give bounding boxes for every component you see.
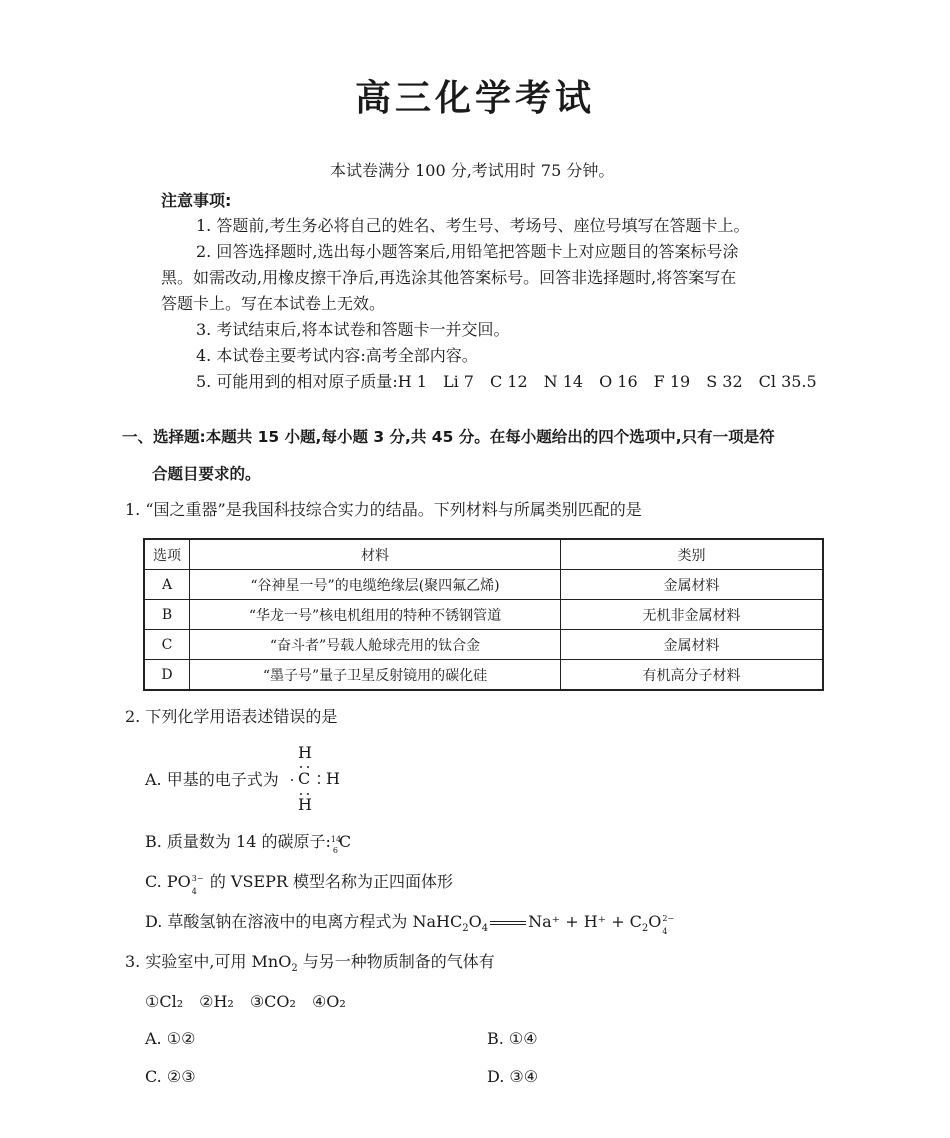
ion-subscript: 4 [191,887,197,896]
table-row [144,570,823,600]
table-cell: B [144,600,190,630]
question-3-items: ①Cl₂ ②H₂ ③CO₂ ④O₂ [145,992,346,1011]
electron-dot [318,775,320,777]
subscript: 4 [481,923,489,934]
electron-dot [307,793,309,795]
table-header-cell: 类别 [561,539,824,570]
question-3-option-c: C. ②③ [145,1067,196,1086]
electron-dot [291,779,293,781]
table-cell: 金属材料 [561,630,824,660]
subscript: 2 [641,923,649,934]
exam-intro: 本试卷满分 100 分,考试用时 75 分钟。 [330,161,615,180]
option-c-prefix: C. PO [145,872,191,891]
question-2-option-a: A. 甲基的电子式为 [145,770,279,789]
ion-charge: 3− [191,874,204,883]
table-cell: C [144,630,190,660]
question-3-option-b: B. ①④ [487,1029,538,1048]
table-header-cell: 选项 [144,539,190,570]
lewis-right-h: H [326,769,340,788]
mass-number: 14 [330,835,342,844]
page-title: 高三化学考试 [354,78,595,119]
atomic-number: 6 [332,846,338,855]
question-3-stem-suffix: 与另一种物质制备的气体有 [297,952,495,971]
table-cell: “谷神星一号”的电缆绝缘层(聚四氟乙烯) [190,570,561,600]
question-1-stem: 1. “国之重器”是我国科技综合实力的结晶。下列材料与所属类别匹配的是 [125,500,642,519]
section-heading-line-1: 一、选择题:本题共 15 小题,每小题 3 分,共 45 分。在每小题给出的四个选项中,只有一项是符 [122,428,775,446]
table-cell: D [144,660,190,691]
table-header-row [144,539,823,570]
option-d-prefix: D. 草酸氢钠在溶液中的电离方程式为 NaHC [145,912,463,931]
ion-subscript: 4 [662,927,668,936]
note-item-4: 4. 本试卷主要考试内容:高考全部内容。 [196,346,478,365]
equals-sign [490,921,526,925]
ion-notation [661,911,675,936]
notes-heading: 注意事项: [161,191,232,210]
note-item-2-line-2: 黑。如需改动,用橡皮擦干净后,再选涂其他答案标号。回答非选择题时,将答案写在 [161,268,737,287]
electron-dot [318,782,320,784]
subscript: 2 [291,963,298,974]
electron-dot [307,766,309,768]
lewis-carbon: C [298,769,311,788]
question-1-table [143,538,824,691]
note-item-1: 1. 答题前,考生务必将自己的姓名、考生号、考场号、座位号填写在答题卡上。 [196,216,750,235]
ion-notation [191,871,205,896]
question-2-option-b [145,831,351,853]
note-item-5: 5. 可能用到的相对原子质量:H 1 Li 7 C 12 N 14 O 16 F 19 S 32 Cl 35.5 [196,372,817,391]
question-3-stem-prefix: 3. 实验室中,可用 MnO [125,952,292,971]
table-row [144,630,823,660]
electron-dot [300,766,302,768]
question-2-option-c [145,871,454,896]
question-2-stem: 2. 下列化学用语表述错误的是 [125,707,338,726]
subscript: 2 [462,923,469,934]
question-3-option-a: A. ①② [145,1029,196,1048]
table-cell: 有机高分子材料 [561,660,824,691]
table-header-cell: 材料 [190,539,561,570]
section-heading-line-2: 合题目要求的。 [152,465,261,483]
table-cell: 金属材料 [561,570,824,600]
element-symbol: C [338,832,352,851]
lewis-top-h: H [298,743,312,762]
note-item-3: 3. 考试结束后,将本试卷和答题卡一并交回。 [196,320,510,339]
table-row [144,660,823,691]
table-cell: “华龙一号”核电机组用的特种不锈钢管道 [190,600,561,630]
note-item-2-line-3: 答题卡上。写在本试卷上无效。 [161,294,386,313]
nuclide-notation [330,831,342,855]
question-3-stem [125,951,495,976]
ion-charge: 2− [662,914,675,923]
table-cell: “墨子号”量子卫星反射镜用的碳化硅 [190,660,561,691]
option-c-suffix: 的 VSEPR 模型名称为正四面体形 [204,872,454,891]
table-cell: “奋斗者”号载人舱球壳用的钛合金 [190,630,561,660]
note-item-2-line-1: 2. 回答选择题时,选出每小题答案后,用铅笔把答题卡上对应题目的答案标号涂 [196,242,739,261]
electron-dot [300,793,302,795]
table-cell: A [144,570,190,600]
table-cell: 无机非金属材料 [561,600,824,630]
table-row [144,600,823,630]
lewis-bottom-h: H [298,795,312,814]
option-b-text: B. 质量数为 14 的碳原子: [145,832,331,851]
question-2-option-d: D. 草酸氢钠在溶液中的电离方程式为 $NaHC_2O_4$ $Na^+ + H^+ + C_2O$ 2− 4 [145,911,675,936]
option-d-rhs: Na⁺ + H⁺ + C [528,912,642,931]
question-3-option-d: D. ③④ [487,1067,539,1086]
